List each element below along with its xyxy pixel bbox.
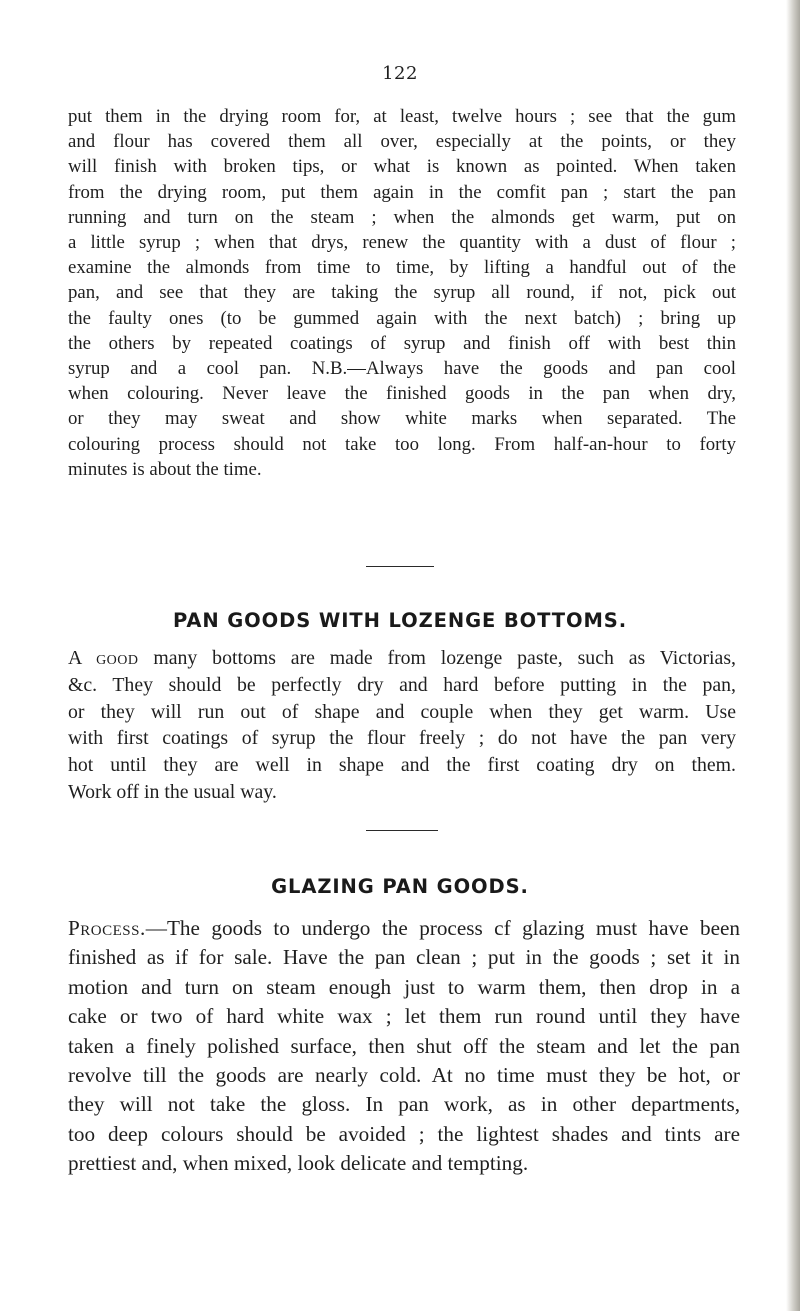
text-line: too deep colours should be avoided ; the lightest shades and tints are xyxy=(68,1121,740,1146)
section-heading-lozenge-bottoms: PAN GOODS WITH LOZENGE BOTTOMS. xyxy=(172,609,628,632)
lead-smallcaps: Process. xyxy=(68,916,146,940)
text-line: put them in the drying room for, at least, twelve hours ; see that the gum xyxy=(68,106,736,127)
text-line: syrup and a cool pan. N.B.—Always have the goods and pan cool xyxy=(68,358,736,380)
text-line: revolve till the goods are nearly cold. At no time must they be hot, or xyxy=(68,1063,740,1088)
paragraph-glazing-process xyxy=(68,914,740,1179)
text-line: the faulty ones (to be gummed again with the next batch) ; bring up xyxy=(68,307,736,329)
text-line: they will not take the gloss. In pan work, as in other departments, xyxy=(68,1092,740,1117)
page-number: 122 xyxy=(382,63,418,84)
lead-smallcaps: good xyxy=(96,647,139,669)
paragraph-drying-and-colouring xyxy=(68,104,736,482)
section-heading-glazing: GLAZING PAN GOODS. xyxy=(271,875,529,898)
text-line: a little syrup ; when that drys, renew the quantity with a dust of flour ; xyxy=(68,232,736,254)
text-line: &c. They should be perfectly dry and hard before putting in the pan, xyxy=(68,673,736,696)
text-line: finished as if for sale. Have the pan clean ; put in the goods ; set it in xyxy=(68,945,740,970)
text-line: will finish with broken tips, or what is known as pointed. When taken xyxy=(68,156,736,178)
page-edge-shadow xyxy=(786,0,800,1311)
section-divider xyxy=(366,830,438,831)
text-line xyxy=(68,914,740,943)
text-line: examine the almonds from time to time, by lifting a handful out of the xyxy=(68,257,736,279)
text-line: from the drying room, put them again in the comfit pan ; start the pan xyxy=(68,181,736,203)
text-line: Work off in the usual way. xyxy=(68,780,277,803)
text-line: prettiest and, when mixed, look delicate and tempting. xyxy=(68,1151,529,1176)
text-line: taken a finely polished surface, then shut off the steam and let the pan xyxy=(68,1033,740,1058)
text-line: running and turn on the steam ; when the almonds get warm, put on xyxy=(68,206,736,228)
text-line: or they will run out of shape and couple when they get warm. Use xyxy=(68,700,736,723)
text-line: minutes is about the time. xyxy=(68,458,262,480)
text-line: cake or two of hard white wax ; let them run round until they have xyxy=(68,1004,740,1029)
text-fragment: many bottoms are made from lozenge paste, such as Victorias, xyxy=(153,647,736,669)
text-line: hot until they are well in shape and the first coating dry on them. xyxy=(68,754,736,777)
text-line: motion and turn on steam enough just to warm them, then drop in a xyxy=(68,974,740,999)
text-fragment: —The goods to undergo the process cf glazing must have been xyxy=(145,916,740,940)
paragraph-lozenge-bottoms xyxy=(68,645,736,806)
text-line: with first coatings of syrup the flour freely ; do not have the pan very xyxy=(68,727,736,750)
text-line: the others by repeated coatings of syrup and finish off with best thin xyxy=(68,332,736,354)
lead-initial: A xyxy=(68,647,82,669)
text-line xyxy=(68,645,736,672)
text-line: and flour has covered them all over, especially at the points, or they xyxy=(68,131,736,153)
text-line: or they may sweat and show white marks when separated. The xyxy=(68,408,736,430)
text-line: colouring process should not take too long. From half-an-hour to forty xyxy=(68,433,736,455)
text-line: pan, and see that they are taking the syrup all round, if not, pick out xyxy=(68,282,736,304)
text-line: when colouring. Never leave the finished goods in the pan when dry, xyxy=(68,383,736,405)
section-divider xyxy=(366,566,434,567)
